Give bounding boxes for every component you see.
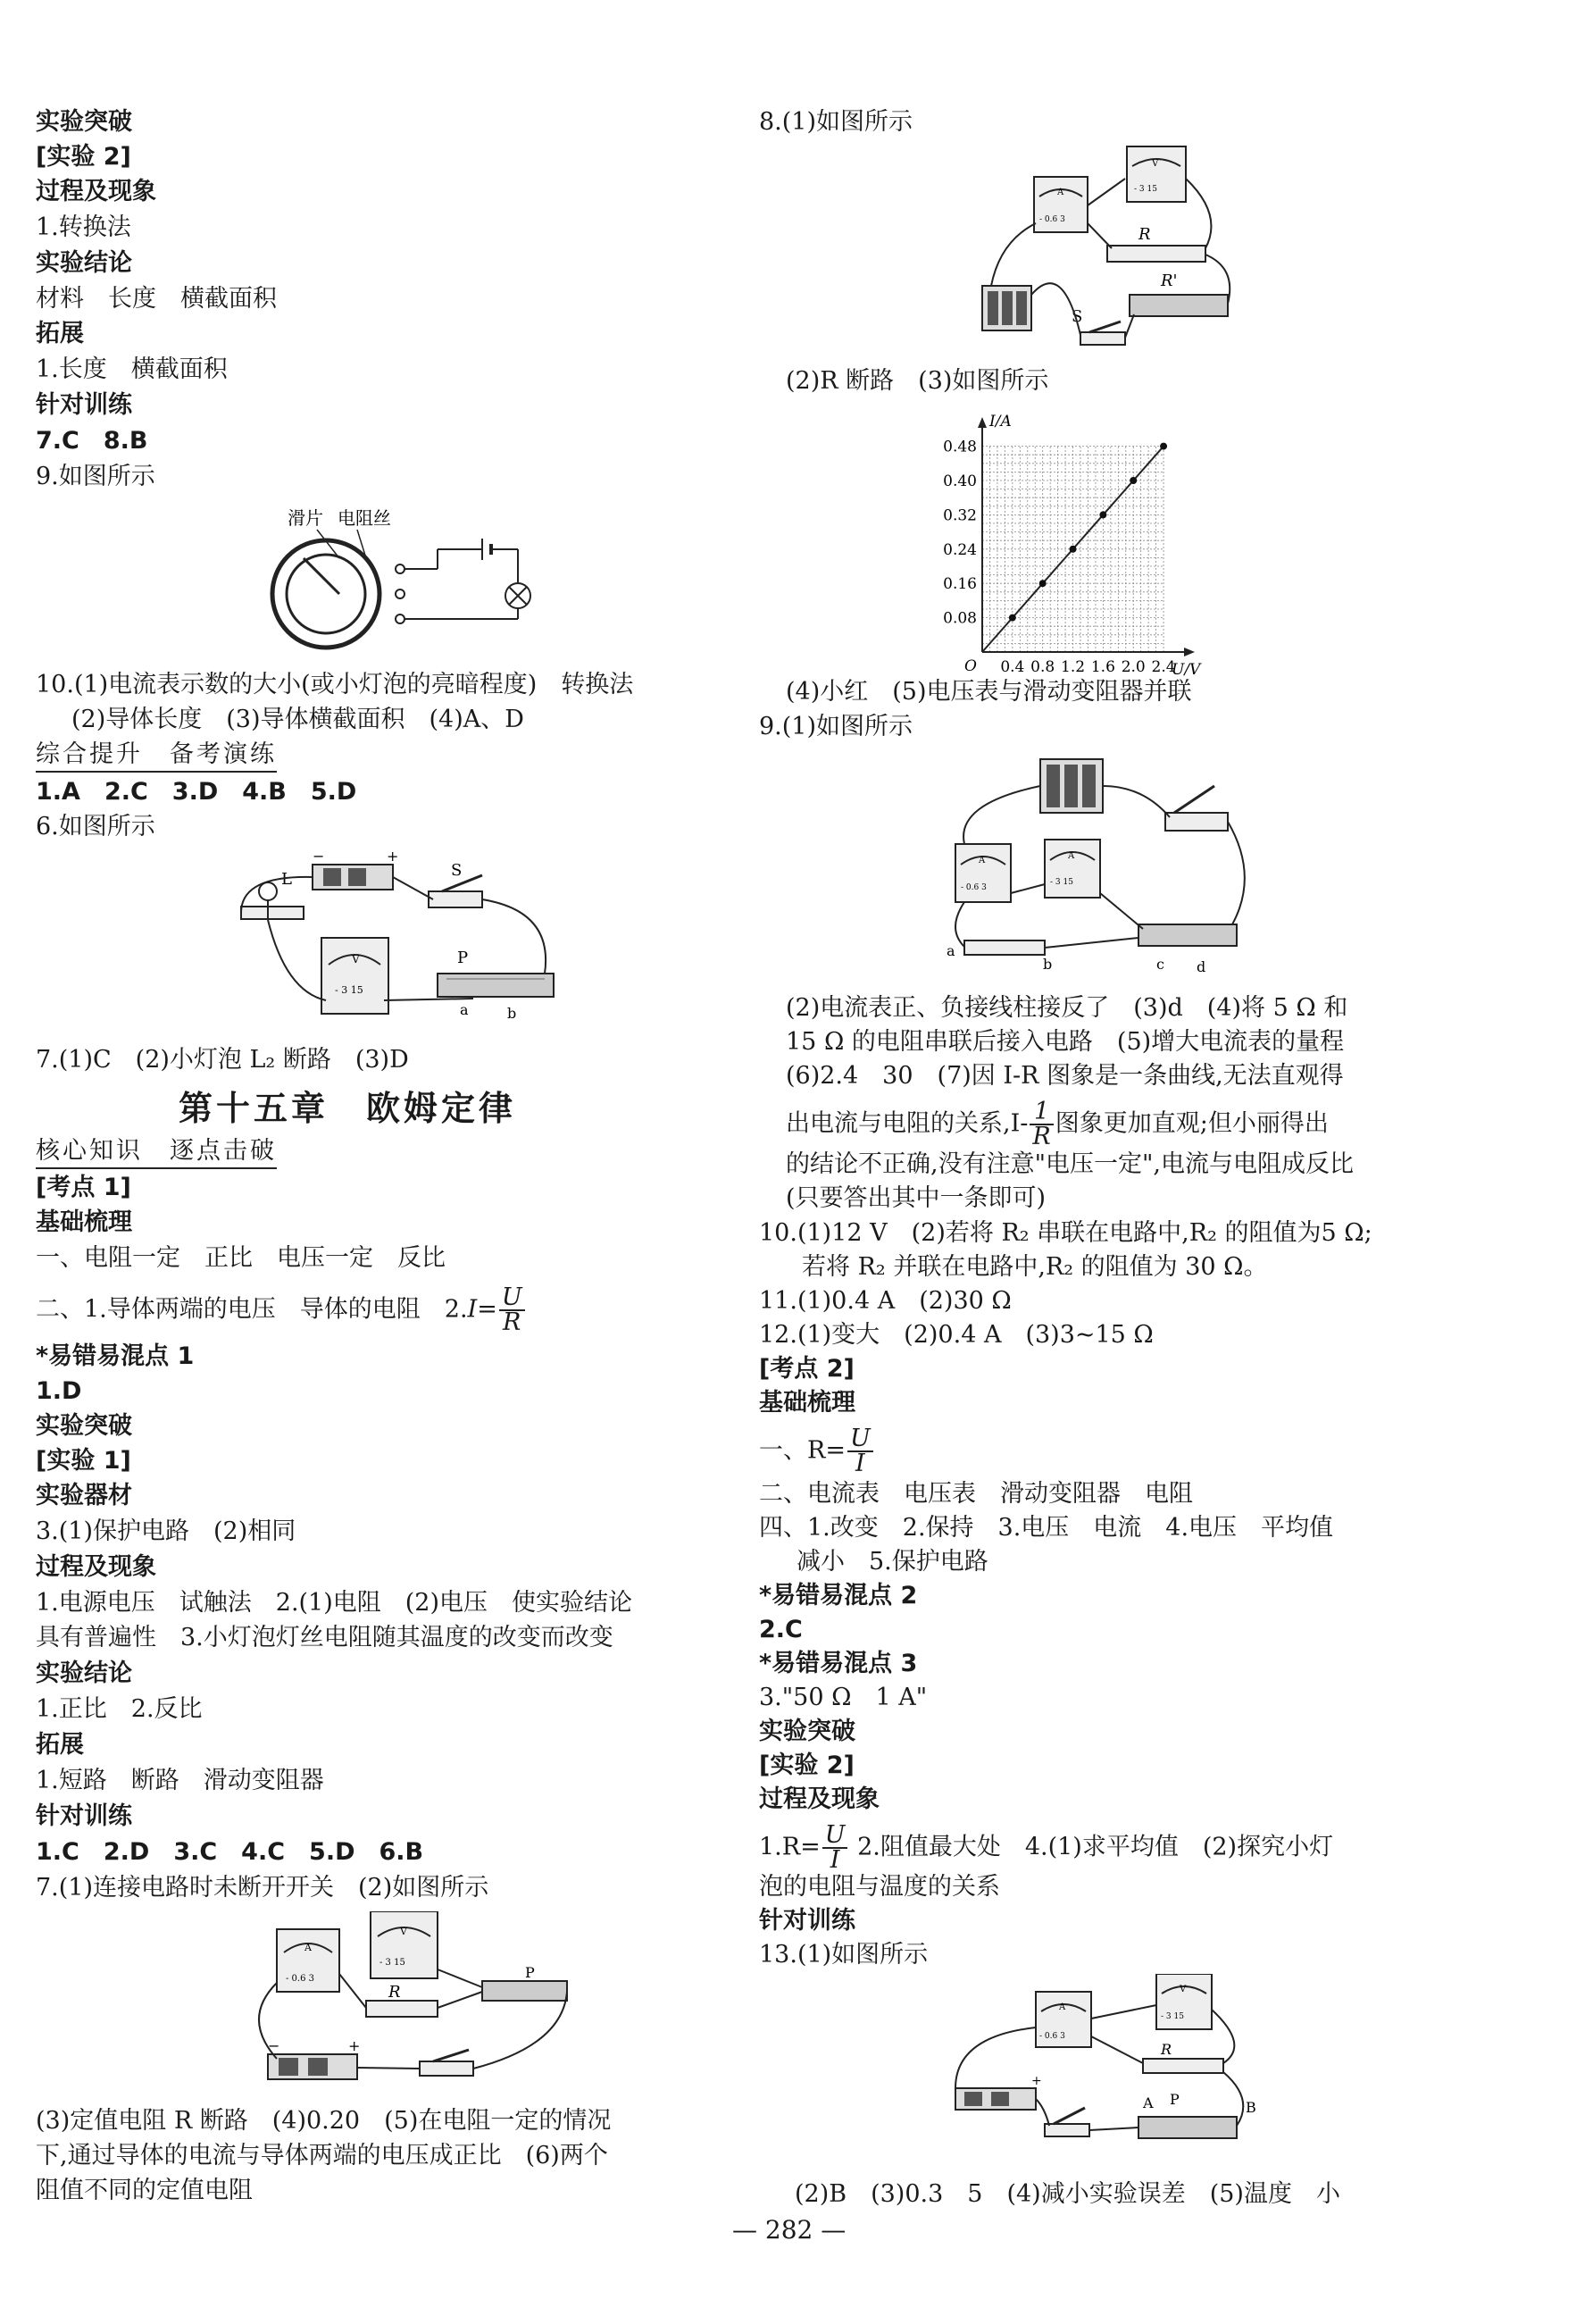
data-point xyxy=(1070,546,1077,553)
data-point xyxy=(1009,614,1016,622)
svg-text:P: P xyxy=(1170,2091,1180,2108)
answer-line: (2)电流表正、负接线柱接反了 (3)d (4)将 5 Ω 和 xyxy=(786,994,1348,1022)
heading: 过程及现象 xyxy=(36,178,156,205)
y-tick-label: 0.08 xyxy=(943,609,977,628)
heading: 实验突破 xyxy=(36,1412,132,1440)
svg-text:a: a xyxy=(460,1001,469,1018)
svg-text:A: A xyxy=(1057,188,1064,197)
wire-label: 电阻丝 xyxy=(338,507,391,529)
heading: [实验 2] xyxy=(36,143,131,171)
heading: *易错易混点 1 xyxy=(36,1342,195,1370)
svg-text:A: A xyxy=(304,1942,312,1953)
y-axis-label: I/A xyxy=(989,413,1012,431)
svg-text:V: V xyxy=(1180,1985,1187,1994)
heading: 过程及现象 xyxy=(759,1785,880,1813)
heading: 针对训练 xyxy=(759,1907,855,1935)
answer-line: 1.短路 断路 滑动变阻器 xyxy=(36,1767,324,1794)
svg-text:+: + xyxy=(348,2037,361,2054)
svg-text:- 3 15: - 3 15 xyxy=(335,984,363,996)
svg-text:R: R xyxy=(1161,2041,1172,2058)
answer-line: 2.C xyxy=(759,1616,803,1643)
answer-line: 一、电阻一定 正比 电压一定 反比 xyxy=(36,1244,446,1272)
circuit-figure-8 xyxy=(973,143,1241,348)
heading: *易错易混点 2 xyxy=(759,1582,918,1609)
answer-line: 二、1.导体两端的电压 导体的电阻 2.I= $\frac{U}{R}$ xyxy=(36,1286,527,1334)
heading: 针对训练 xyxy=(36,1802,132,1830)
heading: [考点 2] xyxy=(759,1355,855,1383)
answer-line: 6.如图所示 xyxy=(36,813,155,840)
svg-text:- 3 15: - 3 15 xyxy=(1161,2012,1184,2021)
svg-text:V: V xyxy=(400,1926,407,1937)
svg-text:+: + xyxy=(387,849,399,865)
x-tick-label: 2.0 xyxy=(1121,658,1146,676)
answer-line: 1.D xyxy=(36,1377,82,1405)
answer-line: 7.(1)C (2)小灯泡 L₂ 断路 (3)D xyxy=(36,1046,409,1074)
data-point xyxy=(1160,443,1167,450)
answer-line: 下,通过导体的电流与导体两端的电压成正比 (6)两个 xyxy=(36,2142,608,2169)
svg-text:b: b xyxy=(1043,956,1053,973)
chapter-title: 第十五章 欧姆定律 xyxy=(179,1088,517,1128)
heading: 过程及现象 xyxy=(36,1553,156,1581)
svg-text:R: R xyxy=(1138,225,1151,244)
answer-line: 3.(1)保护电路 (2)相同 xyxy=(36,1517,296,1545)
section-banner: 核心知识 逐点击破 xyxy=(36,1136,277,1169)
current-voltage-graph xyxy=(920,406,1205,679)
x-tick-label: 1.2 xyxy=(1061,658,1086,676)
svg-text:- 0.6 3: - 0.6 3 xyxy=(1039,215,1065,224)
svg-text:A: A xyxy=(1143,2094,1154,2111)
svg-text:B: B xyxy=(1246,2099,1256,2116)
x-tick-label: 2.4 xyxy=(1151,658,1176,676)
svg-text:+: + xyxy=(1031,2074,1042,2088)
svg-text:- 3 15: - 3 15 xyxy=(1134,185,1157,194)
answer-line: 7.C 8.B xyxy=(36,427,148,455)
svg-text:S: S xyxy=(451,861,463,880)
answer-line: 3."50 Ω 1 A" xyxy=(759,1684,928,1711)
answer-line: (2)R 断路 (3)如图所示 xyxy=(786,367,1049,395)
answer-line: 一、R= $\frac{U}{I}$ xyxy=(759,1427,875,1475)
heading: [考点 1] xyxy=(36,1174,131,1201)
heading: 实验结论 xyxy=(36,249,132,277)
circuit-figure-9 xyxy=(938,750,1277,982)
heading: [实验 1] xyxy=(36,1447,131,1475)
y-tick-label: 0.48 xyxy=(943,438,977,456)
heading: 针对训练 xyxy=(36,391,132,419)
svg-text:R: R xyxy=(388,1983,401,2002)
svg-text:- 0.6 3: - 0.6 3 xyxy=(286,1974,315,1984)
svg-text:- 3 15: - 3 15 xyxy=(379,1958,405,1968)
x-tick-label: 1.6 xyxy=(1090,658,1115,676)
answer-line: 7.(1)连接电路时未断开开关 (2)如图所示 xyxy=(36,1874,489,1902)
resistance-formula-fraction: $\frac{U}{I}$ xyxy=(847,1427,873,1475)
answer-line: 1.A 2.C 3.D 4.B 5.D xyxy=(36,778,357,806)
answer-line: 10.(1)电流表示数的大小(或小灯泡的亮暗程度) 转换法 xyxy=(36,671,634,698)
answer-line: 1.R= $\frac{U}{I}$ 2.阻值最大处 4.(1)求平均值 (2)探究小灯 xyxy=(759,1821,1334,1874)
data-point xyxy=(1099,511,1106,518)
slide-label: 滑片 xyxy=(288,507,323,529)
circuit-figure-13 xyxy=(947,1974,1277,2161)
answer-line: 1.正比 2.反比 xyxy=(36,1695,203,1723)
answer-line: 12.(1)变大 (2)0.4 A (3)3~15 Ω xyxy=(759,1321,1154,1349)
x-tick-label: 0.8 xyxy=(1030,658,1055,676)
answer-line: 减小 5.保护电路 xyxy=(796,1548,988,1576)
ohm-law-fraction: $\frac{U}{R}$ xyxy=(499,1286,525,1334)
answer-line: 9.如图所示 xyxy=(36,463,155,490)
heading: 实验突破 xyxy=(759,1718,855,1745)
section-banner: 综合提升 备考演练 xyxy=(36,740,277,773)
answer-line: 8.(1)如图所示 xyxy=(759,108,913,136)
answer-line: 四、1.改变 2.保持 3.电压 电流 4.电压 平均值 xyxy=(759,1514,1334,1542)
heading: 拓展 xyxy=(36,320,84,347)
data-point xyxy=(1130,477,1137,484)
answer-line: 二、电流表 电压表 滑动变阻器 电阻 xyxy=(759,1480,1193,1508)
answer-line: 具有普遍性 3.小灯泡灯丝电阻随其温度的改变而改变 xyxy=(36,1624,613,1651)
answer-line: 10.(1)12 V (2)若将 R₂ 串联在电路中,R₂ 的阻值为5 Ω; xyxy=(759,1219,1372,1247)
x-tick-label: 0.4 xyxy=(1000,658,1025,676)
resistor-ring-circuit-figure xyxy=(232,505,554,656)
heading: 实验突破 xyxy=(36,108,132,136)
y-tick-label: 0.32 xyxy=(943,506,977,525)
circuit-figure-7 xyxy=(223,1911,580,2099)
answer-line: 的结论不正确,没有注意"电压一定",电流与电阻成反比 xyxy=(786,1150,1355,1178)
svg-text:R': R' xyxy=(1161,272,1178,290)
svg-text:P: P xyxy=(457,949,469,967)
svg-text:- 3 15: - 3 15 xyxy=(1050,878,1073,887)
heading: 实验器材 xyxy=(36,1482,132,1509)
answer-line: (2)导体长度 (3)导体横截面积 (4)A、D xyxy=(71,706,524,733)
svg-text:S: S xyxy=(1072,307,1083,326)
answer-line: 15 Ω 的电阻串联后接入电路 (5)增大电流表的量程 xyxy=(786,1028,1345,1056)
svg-text:L: L xyxy=(281,870,292,889)
origin-label: O xyxy=(964,657,977,675)
answer-line: 1.C 2.D 3.C 4.C 5.D 6.B xyxy=(36,1838,424,1866)
svg-text:−: − xyxy=(268,2037,280,2054)
svg-text:P: P xyxy=(525,1964,535,1981)
heading: *易错易混点 3 xyxy=(759,1650,918,1677)
circuit-figure-6 xyxy=(223,849,563,1027)
svg-text:a: a xyxy=(947,942,955,959)
answer-line: (2)B (3)0.3 5 (4)减小实验误差 (5)温度 小 xyxy=(795,2180,1340,2208)
svg-text:A: A xyxy=(1068,851,1075,861)
page-number: — 282 — xyxy=(732,2215,847,2245)
heading: [实验 2] xyxy=(759,1751,855,1779)
answer-line: (3)定值电阻 R 断路 (4)0.20 (5)在电阻一定的情况 xyxy=(36,2107,612,2135)
answer-line: 13.(1)如图所示 xyxy=(759,1941,929,1969)
svg-text:V: V xyxy=(352,953,360,966)
answer-line: 出电流与电阻的关系,I- $\frac{1}{R}$ 图象更加直观;但小丽得出 xyxy=(786,1098,1329,1150)
answer-line: 泡的电阻与温度的关系 xyxy=(759,1873,1000,1901)
resistance-formula-fraction: $\frac{U}{I}$ xyxy=(822,1824,848,1872)
svg-text:b: b xyxy=(507,1005,517,1022)
svg-text:A: A xyxy=(1059,2002,1066,2012)
data-point xyxy=(1039,580,1047,587)
answer-line: 1.电源电压 试触法 2.(1)电阻 (2)电压 使实验结论 xyxy=(36,1589,633,1617)
heading: 基础梳理 xyxy=(759,1389,855,1417)
heading: 基础梳理 xyxy=(36,1208,132,1236)
answer-line: 若将 R₂ 并联在电路中,R₂ 的阻值为 30 Ω。 xyxy=(802,1253,1268,1281)
answer-line: (4)小红 (5)电压表与滑动变阻器并联 xyxy=(786,678,1192,706)
answer-line: 9.(1)如图所示 xyxy=(759,713,913,740)
svg-text:−: − xyxy=(313,849,325,865)
svg-text:A: A xyxy=(979,856,986,865)
y-tick-label: 0.16 xyxy=(943,575,977,594)
answer-line: 1.长度 横截面积 xyxy=(36,355,228,383)
answer-line: 阻值不同的定值电阻 xyxy=(36,2177,253,2204)
answer-line: 11.(1)0.4 A (2)30 Ω xyxy=(759,1287,1012,1315)
answer-line: (6)2.4 30 (7)因 I-R 图象是一条曲线,无法直观得 xyxy=(786,1062,1344,1090)
y-tick-label: 0.40 xyxy=(943,472,977,490)
svg-text:V: V xyxy=(1152,159,1159,169)
answer-line: 材料 长度 横截面积 xyxy=(36,285,277,313)
y-tick-label: 0.24 xyxy=(943,540,977,559)
svg-text:- 0.6 3: - 0.6 3 xyxy=(1039,2032,1065,2041)
svg-text:c: c xyxy=(1156,956,1164,973)
one-over-r-fraction: $\frac{1}{R}$ xyxy=(1030,1100,1053,1149)
svg-text:- 0.6 3: - 0.6 3 xyxy=(961,883,987,892)
svg-text:d: d xyxy=(1197,958,1206,975)
answer-line: (只要答出其中一条即可) xyxy=(786,1184,1047,1212)
heading: 拓展 xyxy=(36,1731,84,1759)
answer-line: 1.转换法 xyxy=(36,213,131,241)
heading: 实验结论 xyxy=(36,1659,132,1687)
x-axis-label: U/V xyxy=(1172,661,1201,679)
